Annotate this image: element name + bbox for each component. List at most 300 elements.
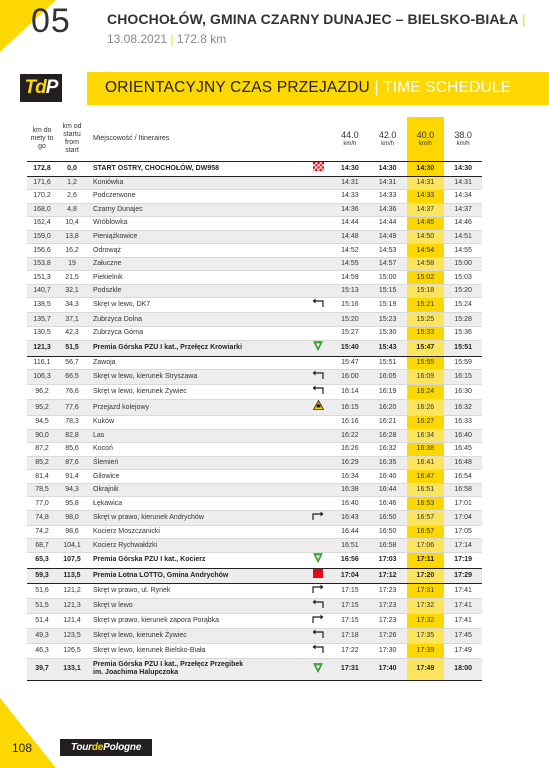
icon-cell	[305, 400, 331, 416]
time-cell: 15:02	[407, 271, 445, 285]
icon-cell	[305, 568, 331, 583]
table-row	[27, 483, 482, 497]
time-cell: 16:20	[369, 400, 407, 416]
time-cell: 15:30	[369, 326, 407, 340]
table-row	[27, 284, 482, 298]
section-separator: |	[374, 79, 379, 96]
mountain-icon	[313, 663, 323, 676]
time-cell: 14:37	[444, 203, 482, 217]
time-cell: 16:41	[407, 456, 445, 470]
km-to-go-cell: 87,2	[27, 443, 57, 457]
place-cell: Skręt w lewo, kierunek Żywiec	[87, 628, 305, 643]
time-cell: 14:50	[407, 230, 445, 244]
time-cell: 16:44	[331, 525, 369, 539]
km-from-start-cell: 19	[57, 257, 87, 271]
place-cell: Premia Lotna LOTTO, Gmina Andrychów	[87, 568, 305, 583]
table-row	[27, 176, 482, 190]
km-from-start-cell: 91,4	[57, 470, 87, 484]
km-from-start-cell: 113,5	[57, 568, 87, 583]
time-cell: 16:44	[369, 483, 407, 497]
time-cell: 15:33	[407, 326, 445, 340]
table-row	[27, 298, 482, 313]
km-to-go-cell: 51,6	[27, 583, 57, 598]
time-cell: 18:00	[444, 658, 482, 680]
table-row	[27, 539, 482, 553]
icon-cell	[305, 483, 331, 497]
header-speed: 42.0 km/h	[369, 117, 407, 161]
time-cell: 16:48	[444, 456, 482, 470]
time-cell: 17:20	[407, 568, 445, 583]
table-row	[27, 161, 482, 176]
icon-cell	[305, 416, 331, 430]
km-from-start-cell: 98,6	[57, 525, 87, 539]
title-separator: |	[521, 11, 526, 27]
table-row	[27, 583, 482, 598]
time-cell: 17:22	[331, 643, 369, 658]
mountain-icon	[313, 341, 323, 356]
km-to-go-cell: 172,8	[27, 161, 57, 176]
time-cell: 15:00	[444, 257, 482, 271]
time-cell: 15:20	[444, 284, 482, 298]
time-cell: 16:34	[331, 470, 369, 484]
time-cell: 15:03	[444, 271, 482, 285]
time-cell: 14:31	[444, 176, 482, 190]
km-from-start-cell: 126,5	[57, 643, 87, 658]
km-from-start-cell: 42,3	[57, 326, 87, 340]
time-cell: 16:38	[331, 483, 369, 497]
time-cell: 17:14	[444, 539, 482, 553]
km-to-go-cell: 51,5	[27, 598, 57, 613]
km-from-start-cell: 21,5	[57, 271, 87, 285]
header-place: Miejscowość / Itineraires	[87, 117, 305, 161]
time-cell: 17:04	[331, 568, 369, 583]
icon-cell	[305, 244, 331, 258]
time-cell: 16:15	[331, 400, 369, 416]
time-cell: 16:26	[331, 443, 369, 457]
time-cell: 14:34	[444, 190, 482, 204]
time-cell: 15:19	[369, 298, 407, 313]
table-row	[27, 613, 482, 628]
time-cell: 15:13	[331, 284, 369, 298]
km-from-start-cell: 121,4	[57, 613, 87, 628]
km-from-start-cell: 76,6	[57, 385, 87, 400]
table-row	[27, 356, 482, 370]
km-from-start-cell: 10,4	[57, 217, 87, 231]
table-row	[27, 552, 482, 568]
time-cell: 15:00	[369, 271, 407, 285]
time-cell: 15:43	[369, 340, 407, 356]
place-cell: Skręt w lewo, kierunek Żywiec	[87, 385, 305, 400]
icon-cell	[305, 257, 331, 271]
table-row	[27, 257, 482, 271]
tdp-logo: TdP	[20, 74, 62, 102]
place-name: Premia Górska PZU I kat., Przełęcz Przegibek	[93, 661, 244, 669]
time-cell: 15:47	[331, 356, 369, 370]
time-cell: 14:33	[407, 190, 445, 204]
icon-cell	[305, 443, 331, 457]
km-from-start-cell: 0,0	[57, 161, 87, 176]
time-cell: 17:49	[444, 643, 482, 658]
time-cell: 15:23	[369, 313, 407, 327]
time-cell: 15:51	[369, 356, 407, 370]
time-cell: 17:23	[369, 598, 407, 613]
stage-date: 13.08.2021	[107, 32, 168, 46]
table-row	[27, 416, 482, 430]
time-cell: 14:53	[369, 244, 407, 258]
time-cell: 14:46	[444, 217, 482, 231]
time-cell: 14:33	[369, 190, 407, 204]
time-cell: 17:41	[444, 583, 482, 598]
time-cell: 14:30	[369, 161, 407, 176]
icon-cell	[305, 658, 331, 680]
table-row	[27, 271, 482, 285]
time-cell: 17:04	[444, 510, 482, 525]
table-row	[27, 525, 482, 539]
time-cell: 17:05	[444, 525, 482, 539]
icon-cell	[305, 340, 331, 356]
time-cell: 15:55	[407, 356, 445, 370]
time-cell: 17:35	[407, 628, 445, 643]
time-cell: 16:50	[369, 510, 407, 525]
icon-cell	[305, 230, 331, 244]
time-cell: 15:51	[444, 340, 482, 356]
time-cell: 15:15	[369, 284, 407, 298]
time-cell: 17:06	[407, 539, 445, 553]
time-cell: 17:39	[407, 643, 445, 658]
time-cell: 14:31	[331, 176, 369, 190]
icon-cell	[305, 271, 331, 285]
table-row	[27, 658, 482, 680]
time-cell: 17:29	[444, 568, 482, 583]
icon-cell	[305, 583, 331, 598]
time-cell: 16:00	[331, 370, 369, 385]
table-row	[27, 456, 482, 470]
time-cell: 17:19	[444, 552, 482, 568]
time-cell: 16:05	[369, 370, 407, 385]
place-cell: Las	[87, 429, 305, 443]
time-cell: 14:33	[331, 190, 369, 204]
time-cell: 16:16	[331, 416, 369, 430]
time-cell: 15:18	[407, 284, 445, 298]
km-to-go-cell: 77,0	[27, 497, 57, 511]
km-from-start-cell: 82,8	[57, 429, 87, 443]
section-title	[105, 79, 511, 97]
km-to-go-cell: 140,7	[27, 284, 57, 298]
stage-number: 05	[31, 2, 71, 40]
place-cell: Podczerwone	[87, 190, 305, 204]
km-to-go-cell: 96,2	[27, 385, 57, 400]
place-cell: Kocierz Rychwałdzki	[87, 539, 305, 553]
place-cell: Skręt w lewo, kierunek Stryszawa	[87, 370, 305, 385]
icon-cell	[305, 643, 331, 658]
icon-cell	[305, 298, 331, 313]
place-cell: Premia Górska PZU I kat., Kocierz	[87, 552, 305, 568]
place-cell: Łękawica	[87, 497, 305, 511]
header-km-from-start: km od startu from start	[57, 117, 87, 161]
km-from-start-cell: 95,8	[57, 497, 87, 511]
stage-distance: 172.8 km	[176, 32, 227, 46]
place-cell: Zubrzyca Górna	[87, 326, 305, 340]
turn-left-icon	[312, 298, 324, 312]
turn-left-icon	[312, 385, 324, 399]
km-from-start-cell: 34,3	[57, 298, 87, 313]
time-cell: 14:58	[407, 257, 445, 271]
km-to-go-cell: 94,5	[27, 416, 57, 430]
subtitle-separator: |	[170, 32, 174, 46]
mountain-icon	[313, 553, 323, 568]
sprint-icon	[313, 569, 323, 583]
time-cell: 16:58	[369, 539, 407, 553]
km-from-start-cell: 1,2	[57, 176, 87, 190]
time-cell: 15:36	[444, 326, 482, 340]
km-to-go-cell: 78,5	[27, 483, 57, 497]
icon-cell	[305, 284, 331, 298]
stage-subtitle	[107, 32, 226, 46]
km-from-start-cell: 56,7	[57, 356, 87, 370]
table-row	[27, 497, 482, 511]
place-cell: Odrowąż	[87, 244, 305, 258]
table-row	[27, 643, 482, 658]
table-row	[27, 203, 482, 217]
km-from-start-cell: 2,6	[57, 190, 87, 204]
km-to-go-cell: 51,4	[27, 613, 57, 628]
km-to-go-cell: 90,0	[27, 429, 57, 443]
turn-right-icon	[312, 584, 324, 598]
place-cell: Wróblówka	[87, 217, 305, 231]
table-header-row	[27, 117, 482, 161]
section-title-pl: ORIENTACYJNY CZAS PRZEJAZDU	[105, 79, 370, 96]
time-cell: 16:58	[444, 483, 482, 497]
time-cell: 16:51	[331, 539, 369, 553]
time-cell: 14:44	[369, 217, 407, 231]
km-to-go-cell: 46,3	[27, 643, 57, 658]
place-cell: Gilowice	[87, 470, 305, 484]
km-to-go-cell: 130,5	[27, 326, 57, 340]
time-cell: 16:50	[369, 525, 407, 539]
time-cell: 17:15	[331, 598, 369, 613]
time-cell: 16:30	[444, 385, 482, 400]
place-cell: Okrajnik	[87, 483, 305, 497]
time-cell: 17:15	[331, 613, 369, 628]
time-cell: 16:38	[407, 443, 445, 457]
time-cell: 17:49	[407, 658, 445, 680]
time-cell: 17:11	[407, 552, 445, 568]
km-from-start-cell: 98,0	[57, 510, 87, 525]
time-cell: 17:01	[444, 497, 482, 511]
km-from-start-cell: 87,6	[57, 456, 87, 470]
time-cell: 15:16	[331, 298, 369, 313]
time-cell: 16:34	[407, 429, 445, 443]
km-to-go-cell: 59,3	[27, 568, 57, 583]
time-cell: 14:49	[369, 230, 407, 244]
time-cell: 17:23	[369, 583, 407, 598]
place-cell: Kocierz Moszczanicki	[87, 525, 305, 539]
icon-cell	[305, 628, 331, 643]
time-cell: 16:28	[369, 429, 407, 443]
table-row	[27, 510, 482, 525]
time-cell: 17:18	[331, 628, 369, 643]
km-to-go-cell: 156,6	[27, 244, 57, 258]
km-to-go-cell: 85,2	[27, 456, 57, 470]
time-cell: 16:24	[407, 385, 445, 400]
tour-de-pologne-logo: TourdePologne	[60, 739, 152, 756]
time-cell: 17:41	[444, 598, 482, 613]
km-from-start-cell: 32,1	[57, 284, 87, 298]
km-from-start-cell: 51,5	[57, 340, 87, 356]
km-to-go-cell: 171,6	[27, 176, 57, 190]
time-cell: 15:24	[444, 298, 482, 313]
time-cell: 17:40	[369, 658, 407, 680]
time-cell: 16:19	[369, 385, 407, 400]
time-cell: 16:45	[444, 443, 482, 457]
place-cell: Pieniążkowice	[87, 230, 305, 244]
km-to-go-cell: 170,2	[27, 190, 57, 204]
header-speed: 38.0 km/h	[444, 117, 482, 161]
section-title-en: TIME SCHEDULE	[382, 79, 512, 96]
place-cell: Zawoja	[87, 356, 305, 370]
km-from-start-cell: 16,2	[57, 244, 87, 258]
time-cell: 14:30	[407, 161, 445, 176]
time-cell: 14:37	[407, 203, 445, 217]
icon-cell	[305, 190, 331, 204]
icon-cell	[305, 470, 331, 484]
time-cell: 14:48	[331, 230, 369, 244]
page-number: 108	[12, 741, 33, 755]
time-cell: 16:33	[444, 416, 482, 430]
place-cell: Czarny Dunajec	[87, 203, 305, 217]
time-cell: 14:36	[369, 203, 407, 217]
table-row	[27, 470, 482, 484]
km-to-go-cell: 49,3	[27, 628, 57, 643]
time-cell: 15:47	[407, 340, 445, 356]
time-cell: 16:09	[407, 370, 445, 385]
place-cell: Kocoń	[87, 443, 305, 457]
km-from-start-cell: 133,1	[57, 658, 87, 680]
km-to-go-cell: 151,3	[27, 271, 57, 285]
turn-left-icon	[312, 644, 324, 658]
km-to-go-cell: 168,0	[27, 203, 57, 217]
km-from-start-cell: 123,5	[57, 628, 87, 643]
km-to-go-cell: 95,2	[27, 400, 57, 416]
place-cell: Skręt w prawo, kierunek Andrychów	[87, 510, 305, 525]
time-cell: 14:36	[331, 203, 369, 217]
place-cell: Kuków	[87, 416, 305, 430]
railway-icon	[313, 400, 324, 415]
time-schedule-table	[27, 117, 482, 681]
place-cell: Premia Górska PZU I kat., Przełęcz Krowiarki	[87, 340, 305, 356]
icon-cell	[305, 510, 331, 525]
km-from-start-cell: 107,5	[57, 552, 87, 568]
time-cell: 14:54	[407, 244, 445, 258]
time-cell: 15:28	[444, 313, 482, 327]
km-to-go-cell: 68,7	[27, 539, 57, 553]
time-cell: 17:15	[331, 583, 369, 598]
time-cell: 14:31	[407, 176, 445, 190]
table-row	[27, 190, 482, 204]
km-to-go-cell: 135,7	[27, 313, 57, 327]
time-cell: 15:59	[444, 356, 482, 370]
table-row	[27, 385, 482, 400]
km-from-start-cell: 13,8	[57, 230, 87, 244]
stage-title-text: CHOCHOŁÓW, GMINA CZARNY DUNAJEC – BIELSKO-BIAŁA	[107, 11, 518, 27]
place-cell: Załuczne	[87, 257, 305, 271]
time-cell: 16:26	[407, 400, 445, 416]
place-cell: Piekielnik	[87, 271, 305, 285]
icon-cell	[305, 429, 331, 443]
place-cell: Skręt w prawo, kierunek zapora Porąbka	[87, 613, 305, 628]
header-icon	[305, 117, 331, 161]
time-cell: 15:20	[331, 313, 369, 327]
icon-cell	[305, 385, 331, 400]
turn-left-icon	[312, 629, 324, 643]
icon-cell	[305, 497, 331, 511]
time-cell: 17:41	[444, 613, 482, 628]
time-cell: 17:32	[407, 613, 445, 628]
time-cell: 17:45	[444, 628, 482, 643]
place-cell: Ślemień	[87, 456, 305, 470]
icon-cell	[305, 613, 331, 628]
turn-right-icon	[312, 614, 324, 628]
time-cell: 14:44	[331, 217, 369, 231]
time-cell: 17:32	[407, 598, 445, 613]
time-cell: 16:57	[407, 525, 445, 539]
icon-cell	[305, 356, 331, 370]
time-cell: 16:40	[331, 497, 369, 511]
km-from-start-cell: 121,3	[57, 598, 87, 613]
icon-cell	[305, 326, 331, 340]
time-cell: 14:45	[407, 217, 445, 231]
time-cell: 17:26	[369, 628, 407, 643]
table-row	[27, 443, 482, 457]
time-cell: 17:31	[331, 658, 369, 680]
time-cell: 16:54	[444, 470, 482, 484]
time-cell: 16:43	[331, 510, 369, 525]
table-row	[27, 313, 482, 327]
turn-right-icon	[312, 511, 324, 525]
time-cell: 14:55	[444, 244, 482, 258]
table-row	[27, 244, 482, 258]
time-cell: 14:31	[369, 176, 407, 190]
time-cell: 14:57	[369, 257, 407, 271]
time-cell: 16:46	[369, 497, 407, 511]
place-cell: Przejazd kolejowy	[87, 400, 305, 416]
km-to-go-cell: 138,5	[27, 298, 57, 313]
time-cell: 14:30	[331, 161, 369, 176]
time-cell: 16:40	[444, 429, 482, 443]
time-cell: 16:22	[331, 429, 369, 443]
km-to-go-cell: 121,3	[27, 340, 57, 356]
time-cell: 16:21	[369, 416, 407, 430]
table-row	[27, 429, 482, 443]
km-to-go-cell: 162,4	[27, 217, 57, 231]
table-row	[27, 370, 482, 385]
table-row	[27, 568, 482, 583]
km-from-start-cell: 37,1	[57, 313, 87, 327]
header-speed: 40.0 km/h	[407, 117, 445, 161]
checkered-flag-icon	[313, 162, 324, 176]
place-cell: Skręt w lewo	[87, 598, 305, 613]
km-to-go-cell: 153,8	[27, 257, 57, 271]
table-row	[27, 628, 482, 643]
km-to-go-cell: 106,3	[27, 370, 57, 385]
time-cell: 17:31	[407, 583, 445, 598]
icon-cell	[305, 176, 331, 190]
time-cell: 16:35	[369, 456, 407, 470]
km-from-start-cell: 77,6	[57, 400, 87, 416]
km-from-start-cell: 94,3	[57, 483, 87, 497]
km-to-go-cell: 159,0	[27, 230, 57, 244]
km-from-start-cell: 78,3	[57, 416, 87, 430]
